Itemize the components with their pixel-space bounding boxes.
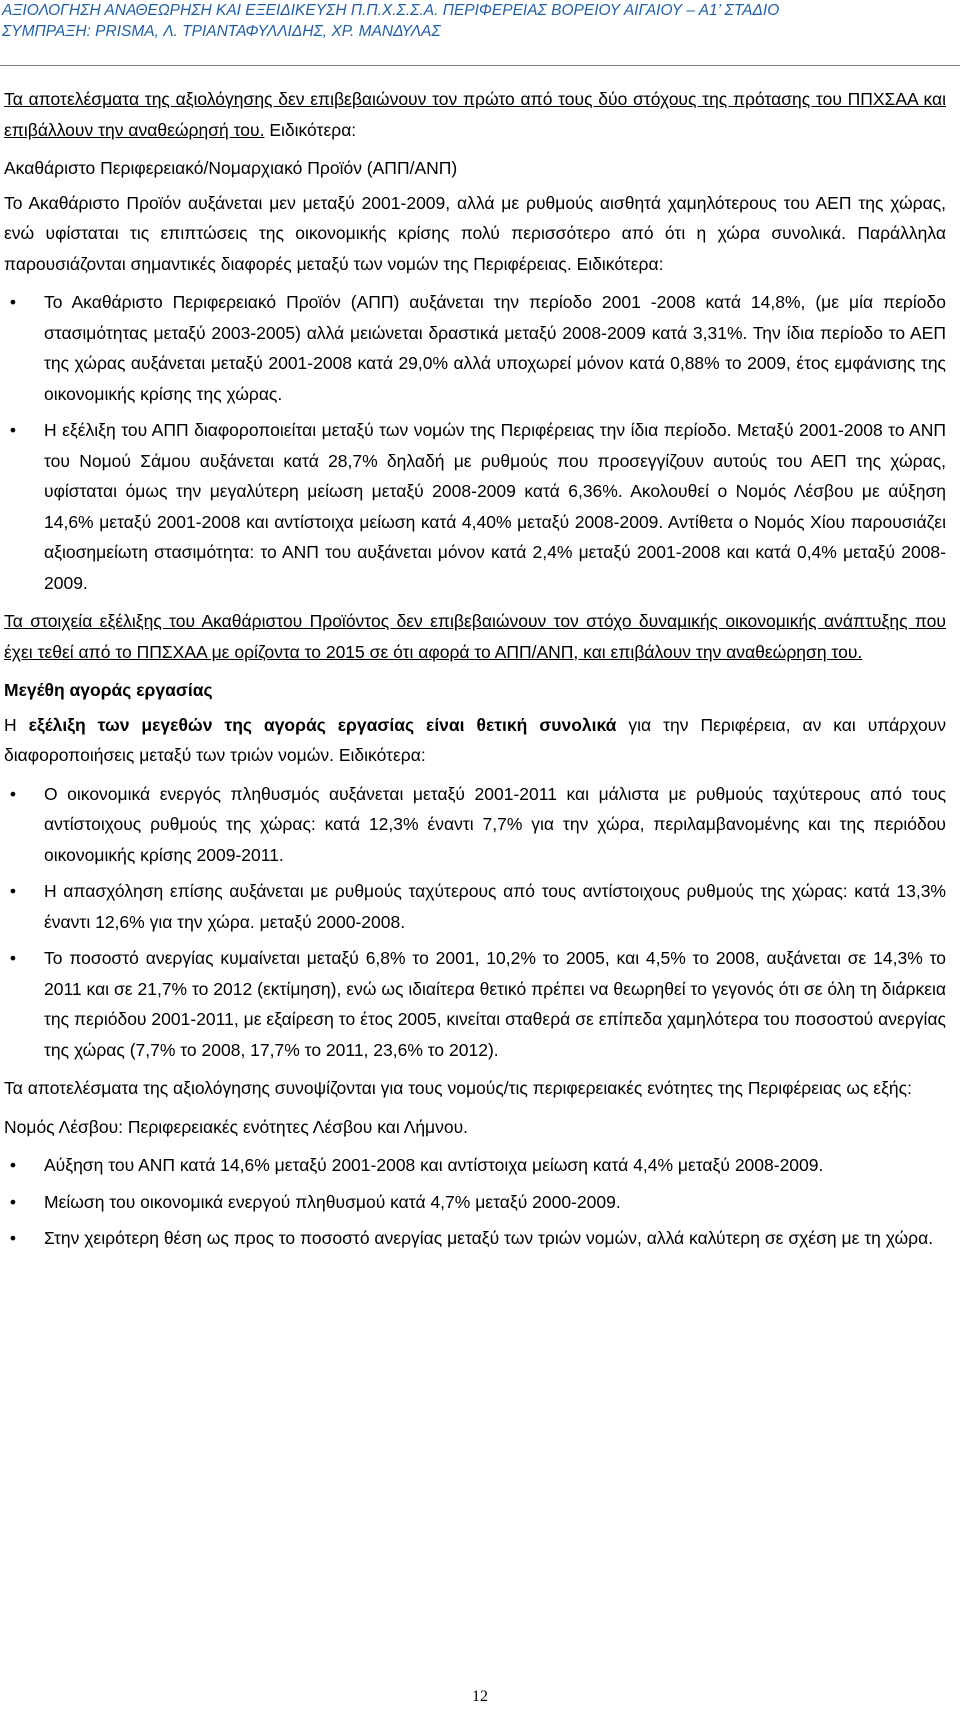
bullet-icon: • [9, 1191, 17, 1212]
list-item [4, 287, 946, 409]
underlined-statement: Τα αποτελέσματα της αξιολόγησης δεν επιβεβαιώνουν τον πρώτο από τους δύο στόχους της πρότασης του ΠΠΧΣΑΑ και επιβάλλουν την αναθεώρησή του. [4, 89, 946, 140]
list-item [4, 779, 946, 871]
bold-statement: εξέλιξη των μεγεθών της αγοράς εργασίας είναι θετική συνολικά [28, 714, 617, 735]
list-item-text: Ο οικονομικά ενεργός πληθυσμός αυξάνεται μεταξύ 2001-2011 και μάλιστα με ρυθμούς ταχύτερους από τους αντίστοιχους ρυθμούς της χώρας: κατά 12,3% έναντι 7,7% για την χώρα, περιλαμβανομένης και της περιόδου οικονομικής κρίσης 2009-2011. [44, 783, 946, 865]
paragraph-gross-product: Το Ακαθάριστο Προϊόν αυξάνεται μεν μεταξύ 2001-2009, αλλά με ρυθμούς αισθητά χαμηλότερους του ΑΕΠ της χώρας, ενώ υφίσταται τις επιπτώσεις της οικονομικής κρίσης πολύ περισσότερο από ότι η χώρα συνολικά. Παράλληλα παρουσιάζονται σημαντικές διαφορές μεταξύ των νομών της Περιφέρειας. Ειδικότερα: [4, 192, 946, 274]
list-item-text: Στην χειρότερη θέση ως προς το ποσοστό ανεργίας μεταξύ των τριών νομών, αλλά καλύτερη σε σχέση με τη χώρα. [44, 1228, 934, 1248]
bullet-icon: • [9, 783, 17, 804]
bullet-list-lesvos [4, 1150, 946, 1254]
bullet-icon: • [9, 420, 17, 440]
bullet-list-gross-product [4, 287, 946, 598]
running-header [0, 0, 960, 66]
list-item [4, 943, 946, 1065]
paragraph-evaluation-summary [4, 84, 946, 145]
paragraph-prefecture-summary: Τα αποτελέσματα της αξιολόγησης συνοψίζονται για τους νομούς/τις περιφερειακές ενότητες της Περιφέρειας ως εξής: [4, 1078, 912, 1098]
header-consortium: ΣΥΜΠΡΑΞΗ: PRISMA, Λ. ΤΡΙΑΝΤΑΦΥΛΛΙΔΗΣ, ΧΡ. ΜΑΝΔΥΛΑΣ [2, 23, 441, 40]
document-body [4, 84, 946, 1262]
paragraph-lesvos-prefecture: Νομός Λέσβου: Περιφερειακές ενότητες Λέσβου και Λήμνου. [4, 1116, 469, 1137]
bullet-list-labour-market [4, 779, 946, 1066]
paragraph-intro: Η [4, 714, 29, 735]
page-number: 12 [472, 1688, 488, 1705]
bullet-icon: • [9, 881, 17, 901]
list-item [4, 415, 946, 598]
list-item-text: Η εξέλιξη του ΑΠΠ διαφοροποιείται μεταξύ των νομών της Περιφέρειας την ίδια περίοδο. Μεταξύ 2001-2008 το ΑΝΠ του Νομού Σάμου αυξάνεται κατά 28,7% δηλαδή με ρυθμούς που προσεγγίζουν αυτούς του ΑΕΠ της χώρας, υφίσταται όμως την μεγαλύτερη μείωση μεταξύ 2008-2009 κατά 6,36%. Ακολουθεί ο Νομός Λέσβου με αύξηση 14,6% μεταξύ 2001-2008 και αντίστοιχα μείωση κατά 4,40% μεταξύ 2008-2009. Αντίθετα ο Νομός Χίου παρουσιάζει αξιοσημείωτη στασιμότητα: το ΑΝΠ του αυξάνεται μόνον κατά 2,4% μεταξύ 2001-2008 και κατά 0,4% μεταξύ 2008-2009. [44, 420, 946, 593]
paragraph-continuation: Ειδικότερα: [264, 119, 357, 140]
list-item-text: Η απασχόληση επίσης αυξάνεται με ρυθμούς ταχύτερους από τους αντίστοιχους ρυθμούς της χώρας: κατά 13,3% έναντι 12,6% για την χώρα. μεταξύ 2000-2008. [44, 881, 946, 932]
heading-labour-market: Μεγέθη αγοράς εργασίας [4, 680, 213, 700]
paragraph-labour-market [4, 710, 946, 771]
header-title: ΑΞΙΟΛΟΓΗΣΗ ΑΝΑΘΕΩΡΗΣΗ ΚΑΙ ΕΞΕΙΔΙΚΕΥΣΗ Π.Π.Χ.Σ.Σ.Α. ΠΕΡΙΦΕΡΕΙΑΣ ΒΟΡΕΙΟΥ ΑΙΓΑΙΟΥ – Α1’ ΣΤΑΔΙΟ [2, 2, 780, 19]
bullet-icon: • [9, 292, 17, 312]
list-item [4, 1223, 946, 1254]
heading-gross-product: Ακαθάριστο Περιφερειακό/Νομαρχιακό Προϊόν (ΑΠΠ/ΑΝΠ) [4, 158, 458, 178]
bullet-icon: • [9, 1228, 17, 1248]
list-item [4, 1150, 946, 1181]
list-item-text: Μείωση του οικονομικά ενεργού πληθυσμού κατά 4,7% μεταξύ 2000-2009. [44, 1191, 621, 1212]
paragraph-gross-product-conclusion: Τα στοιχεία εξέλιξης του Ακαθάριστου Προϊόντος δεν επιβεβαιώνουν τον στόχο δυναμικής οικονομικής ανάπτυξης που έχει τεθεί από το ΠΠΣΧΑΑ με ορίζοντα το 2015 σε ότι αφορά το ΑΠΠ/ΑΝΠ, και επιβάλουν την αναθεώρηση του. [4, 611, 946, 662]
list-item [4, 876, 946, 937]
bullet-icon: • [9, 948, 17, 968]
list-item [4, 1187, 946, 1218]
list-item-text: Αύξηση του ΑΝΠ κατά 14,6% μεταξύ 2001-2008 και αντίστοιχα μείωση κατά 4,4% μεταξύ 2008-2009. [44, 1155, 824, 1175]
list-item-text: Το ποσοστό ανεργίας κυμαίνεται μεταξύ 6,8% το 2001, 10,2% το 2005, και 4,5% το 2008, αυξάνεται σε 14,3% το 2011 και σε 21,7% το 2012 (εκτίμηση), ενώ ως ιδιαίτερα θετικό πρέπει να θεωρηθεί το γεγονός ότι σε όλη τη διάρκεια της περιόδου 2001-2011, με εξαίρεση το έτος 2005, κινείται σταθερά σε επίπεδα χαμηλότερα του ποσοστού ανεργίας της χώρας (7,7% το 2008, 17,7% το 2011, 23,6% το 2012). [44, 948, 946, 1060]
list-item-text: Το Ακαθάριστο Περιφερειακό Προϊόν (ΑΠΠ) αυξάνεται την περίοδο 2001 -2008 κατά 14,8%, (με μία περίοδο στασιμότητας μεταξύ 2003-2005) αλλά μειώνεται δραστικά μεταξύ 2008-2009 κατά 3,31%. Την ίδια περίοδο το ΑΕΠ της χώρας αυξάνεται μεταξύ 2001-2008 κατά 29,0% αλλά υποχωρεί μόνον κατά 0,88% το 2009, έτος εμφάνισης της οικονομικής κρίσης της χώρας. [44, 292, 946, 404]
paragraph-continuation: για την Περιφέρεια, αν και υπάρχουν διαφοροποιήσεις μεταξύ των τριών νομών. Ειδικότερα: [4, 714, 946, 765]
bullet-icon: • [9, 1155, 17, 1175]
